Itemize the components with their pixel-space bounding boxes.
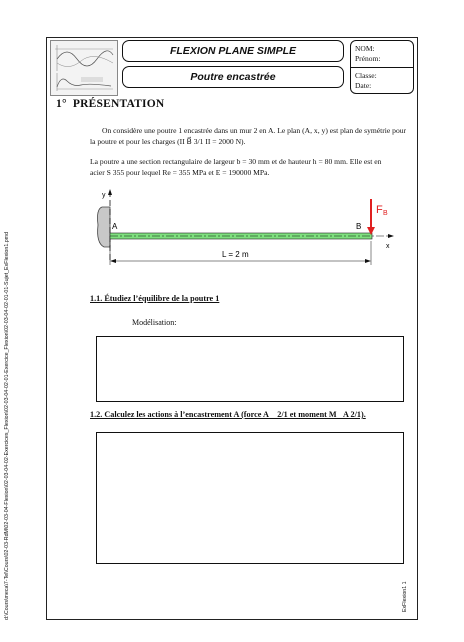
student-id-box: [350, 40, 414, 94]
wall-shape: [98, 207, 111, 247]
point-b-label: B: [356, 222, 362, 231]
question-1-title: 1.1. Étudiez l’équilibre de la poutre 1: [90, 294, 220, 303]
force-label-sub: B: [383, 210, 388, 217]
question-1-modelisation-label: Modélisation:: [132, 318, 177, 327]
paragraph-2-line-1: La poutre a une section rectangulaire de largeur b = 30 mm et de hauteur h = 80 mm. Elle est en: [90, 157, 382, 166]
date-label: Date:: [355, 81, 372, 90]
paragraph-2-line-2: acier S 355 pour lequel Re = 355 MPa et E = 190000 MPa.: [90, 168, 270, 177]
header-thumbnail-image: [50, 40, 118, 96]
point-a-label: A: [112, 222, 118, 231]
y-axis-arrow: [108, 189, 112, 195]
question-2-title: 1.2. Calculez les actions à l’encastrement A (force A⃗ 2/1 et moment M⃗A 2/1).: [90, 410, 366, 419]
answer-box-2[interactable]: [96, 432, 404, 564]
beam-diagram: [90, 185, 420, 275]
section-heading: [56, 98, 164, 110]
document-subtitle: Poutre encastrée: [122, 66, 344, 88]
dimension-arrow-right: [365, 259, 371, 263]
dimension-label: L = 2 m: [222, 250, 249, 259]
y-axis-label: y: [102, 192, 106, 199]
document-title: FLEXION PLANE SIMPLE: [122, 40, 344, 62]
id-divider: [351, 67, 413, 68]
file-path-margin: d:\Cours\meca\7-Tel\Cours\02-03-RdM\02-03-04-Flexion\02-03-04-02-Exercices_Flexion\02-03-04-02-01-Exercice_Flexion\02-03-04-02-01-01-Sujet_ExFlexion1.pmd: [4, 231, 10, 620]
paragraph-1-line-1: On considère une poutre 1 encastrée dans un mur 2 en A. Le plan (A, x, y) est plan de symétrie pour: [102, 126, 407, 135]
page-footer-id: ExFlexion1 1: [402, 581, 408, 612]
nom-label: NOM:: [355, 44, 375, 53]
dimension-arrow-left: [110, 259, 116, 263]
paragraph-1-line-2: la poutre et pour les charges (II B⃗ 3/1 II = 2000 N).: [90, 137, 246, 146]
answer-box-1[interactable]: [96, 336, 404, 402]
classe-label: Classe:: [355, 71, 377, 80]
prenom-label: Prénom:: [355, 54, 381, 63]
x-axis-label: x: [386, 243, 390, 250]
force-label: F: [376, 204, 383, 216]
section-title: PRÉSENTATION: [72, 98, 165, 110]
x-axis-arrow: [388, 234, 394, 238]
section-number: 1°: [56, 98, 67, 110]
